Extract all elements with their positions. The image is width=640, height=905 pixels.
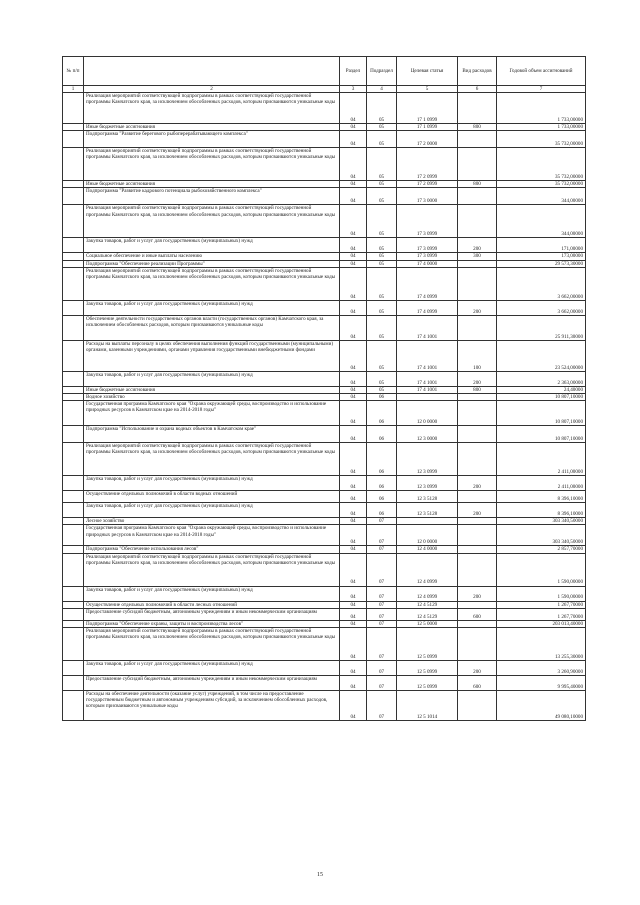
row-section: 04 bbox=[340, 93, 367, 124]
row-expense-type bbox=[458, 205, 497, 238]
table-row bbox=[63, 503, 586, 518]
row-expense-type bbox=[458, 553, 497, 586]
table-row bbox=[63, 553, 586, 586]
row-expense-type: 300 bbox=[458, 253, 497, 260]
row-name: Иные бюджетные ассигнования bbox=[84, 124, 340, 131]
table-row bbox=[63, 661, 586, 676]
row-expense-type bbox=[458, 443, 497, 476]
row-section: 04 bbox=[340, 691, 367, 721]
row-expense-type bbox=[458, 525, 497, 546]
row-name: Реализация мероприятий соответствующей подпрограммы в рамках соответствующей государственной программы Камчатского края, за исключением обособленных расходов, которым присваиваются уникальные коды bbox=[84, 628, 340, 661]
row-section: 04 bbox=[340, 503, 367, 518]
row-target-article: 12 4 0999 bbox=[397, 553, 458, 586]
row-number bbox=[63, 267, 84, 300]
table-row bbox=[63, 491, 586, 503]
table-row bbox=[63, 205, 586, 238]
row-amount: 25 911,30000 bbox=[497, 315, 586, 340]
row-expense-type bbox=[458, 601, 497, 608]
header-subsection: Подраздел bbox=[367, 57, 397, 86]
row-number bbox=[63, 503, 84, 518]
row-amount: 8 396,10000 bbox=[497, 491, 586, 503]
row-target-article: 17 1 0999 bbox=[397, 124, 458, 131]
row-expense-type: 200 bbox=[458, 503, 497, 518]
table-row bbox=[63, 260, 586, 267]
row-expense-type bbox=[458, 315, 497, 340]
row-expense-type bbox=[458, 491, 497, 503]
row-name: Реализация мероприятий соответствующей подпрограммы в рамках соответствующей государственной программы Камчатского края, за исключением обособленных расходов, которым присваиваются уникальные коды bbox=[84, 205, 340, 238]
row-subsection: 05 bbox=[367, 181, 397, 188]
row-number bbox=[63, 340, 84, 371]
row-amount: 10 807,10000 bbox=[497, 401, 586, 426]
row-target-article: 17 4 0999 bbox=[397, 267, 458, 300]
row-subsection: 05 bbox=[367, 124, 397, 131]
row-amount: 203 013,40000 bbox=[497, 620, 586, 627]
page-number: 15 bbox=[317, 872, 323, 878]
row-number bbox=[63, 518, 84, 525]
row-number bbox=[63, 661, 84, 676]
row-subsection: 06 bbox=[367, 401, 397, 426]
row-section: 04 bbox=[340, 315, 367, 340]
row-section: 04 bbox=[340, 371, 367, 386]
row-target-article: 17 4 1001 bbox=[397, 340, 458, 371]
row-amount: 1 267,70000 bbox=[497, 601, 586, 608]
table-row bbox=[63, 628, 586, 661]
row-name: Закупка товаров, работ и услуг для государственных (муниципальных) нужд bbox=[84, 238, 340, 253]
row-expense-type: 600 bbox=[458, 676, 497, 691]
row-target-article: 12 4 5129 bbox=[397, 608, 458, 620]
row-name: Реализация мероприятий соответствующей подпрограммы в рамках соответствующей государственной программы Камчатского края, за исключением обособленных расходов, которым присваиваются уникальные коды bbox=[84, 443, 340, 476]
row-amount: 303 340,50000 bbox=[497, 518, 586, 525]
column-number-row bbox=[63, 86, 586, 93]
row-section: 04 bbox=[340, 253, 367, 260]
row-subsection: 05 bbox=[367, 188, 397, 205]
row-amount: 24,40000 bbox=[497, 386, 586, 393]
row-number bbox=[63, 601, 84, 608]
row-name: Предоставление субсидий бюджетным, автономным учреждениям и иным некоммерческим организациям bbox=[84, 608, 340, 620]
row-subsection: 07 bbox=[367, 518, 397, 525]
row-expense-type: 200 bbox=[458, 476, 497, 491]
table-row bbox=[63, 238, 586, 253]
row-amount: 344,00000 bbox=[497, 205, 586, 238]
row-target-article: 12 3 5128 bbox=[397, 491, 458, 503]
row-name: Иные бюджетные ассигнования bbox=[84, 386, 340, 393]
row-amount: 2 857,70000 bbox=[497, 546, 586, 553]
row-name: Осуществление отдельных полномочий в области лесных отношений bbox=[84, 601, 340, 608]
row-section: 04 bbox=[340, 628, 367, 661]
row-subsection: 05 bbox=[367, 253, 397, 260]
column-number: 4 bbox=[367, 86, 397, 93]
row-subsection: 05 bbox=[367, 340, 397, 371]
row-section: 04 bbox=[340, 205, 367, 238]
row-number bbox=[63, 394, 84, 401]
row-name: Закупка товаров, работ и услуг для государственных (муниципальных) нужд bbox=[84, 661, 340, 676]
row-subsection: 06 bbox=[367, 443, 397, 476]
row-amount: 173,00000 bbox=[497, 253, 586, 260]
row-target-article: 17 4 0000 bbox=[397, 260, 458, 267]
table-row bbox=[63, 371, 586, 386]
row-expense-type bbox=[458, 148, 497, 181]
row-section: 04 bbox=[340, 443, 367, 476]
row-amount: 1 590,00000 bbox=[497, 553, 586, 586]
row-amount: 2 411,00000 bbox=[497, 476, 586, 491]
row-expense-type: 200 bbox=[458, 300, 497, 315]
row-number bbox=[63, 300, 84, 315]
row-section: 04 bbox=[340, 546, 367, 553]
table-row bbox=[63, 620, 586, 627]
row-section: 04 bbox=[340, 131, 367, 148]
row-number bbox=[63, 253, 84, 260]
row-amount: 10 807,10000 bbox=[497, 394, 586, 401]
row-target-article: 12 0 0000 bbox=[397, 401, 458, 426]
table-row bbox=[63, 476, 586, 491]
row-number bbox=[63, 401, 84, 426]
row-section: 04 bbox=[340, 661, 367, 676]
row-name: Социальное обеспечение и иные выплаты населению bbox=[84, 253, 340, 260]
row-subsection: 07 bbox=[367, 620, 397, 627]
row-section: 04 bbox=[340, 238, 367, 253]
table-row bbox=[63, 443, 586, 476]
row-name: Подпрограмма "Обеспечение использования лесов" bbox=[84, 546, 340, 553]
row-subsection: 06 bbox=[367, 476, 397, 491]
header-section: Раздел bbox=[340, 57, 367, 86]
column-number: 7 bbox=[497, 86, 586, 93]
row-name: Иные бюджетные ассигнования bbox=[84, 181, 340, 188]
row-expense-type bbox=[458, 691, 497, 721]
row-subsection: 07 bbox=[367, 628, 397, 661]
row-target-article: 12 5 0999 bbox=[397, 628, 458, 661]
row-section: 04 bbox=[340, 491, 367, 503]
row-amount: 29 573,30000 bbox=[497, 260, 586, 267]
row-target-article: 12 4 0999 bbox=[397, 586, 458, 601]
row-number bbox=[63, 608, 84, 620]
row-target-article: 12 0 0000 bbox=[397, 525, 458, 546]
row-expense-type bbox=[458, 93, 497, 124]
table-row bbox=[63, 518, 586, 525]
row-subsection: 05 bbox=[367, 267, 397, 300]
row-amount: 10 807,10000 bbox=[497, 426, 586, 443]
row-amount: 1 733,00000 bbox=[497, 124, 586, 131]
row-amount: 2 411,00000 bbox=[497, 443, 586, 476]
row-expense-type bbox=[458, 267, 497, 300]
row-subsection: 07 bbox=[367, 608, 397, 620]
row-section: 04 bbox=[340, 601, 367, 608]
row-target-article: 17 3 0999 bbox=[397, 253, 458, 260]
row-number bbox=[63, 181, 84, 188]
row-name: Расходы на выплаты персоналу в целях обеспечения выполнения функций государственными (муниципальными) органами, казенными учреждениями, органами управления государственными внебюджетными фондами bbox=[84, 340, 340, 371]
table-row bbox=[63, 340, 586, 371]
row-amount: 3 662,00000 bbox=[497, 267, 586, 300]
row-name: Реализация мероприятий соответствующей подпрограммы в рамках соответствующей государственной программы Камчатского края, за исключением обособленных расходов, которым присваиваются уникальные коды bbox=[84, 267, 340, 300]
row-section: 04 bbox=[340, 300, 367, 315]
row-amount: 23 524,00000 bbox=[497, 340, 586, 371]
row-section: 04 bbox=[340, 340, 367, 371]
row-name: Реализация мероприятий соответствующей подпрограммы в рамках соответствующей государственной программы Камчатского края, за исключением обособленных расходов, которым присваиваются уникальные коды bbox=[84, 148, 340, 181]
row-amount: 2 363,00000 bbox=[497, 371, 586, 386]
row-section: 04 bbox=[340, 476, 367, 491]
row-subsection: 07 bbox=[367, 525, 397, 546]
row-amount: 303 340,50000 bbox=[497, 525, 586, 546]
row-name: Водное хозяйство bbox=[84, 394, 340, 401]
table-row bbox=[63, 300, 586, 315]
column-number: 1 bbox=[63, 86, 84, 93]
row-subsection: 05 bbox=[367, 300, 397, 315]
table-row bbox=[63, 608, 586, 620]
row-section: 04 bbox=[340, 553, 367, 586]
row-expense-type bbox=[458, 394, 497, 401]
row-number bbox=[63, 260, 84, 267]
row-amount: 8 396,10000 bbox=[497, 503, 586, 518]
row-expense-type bbox=[458, 401, 497, 426]
row-section: 04 bbox=[340, 676, 367, 691]
row-subsection: 07 bbox=[367, 586, 397, 601]
row-expense-type bbox=[458, 260, 497, 267]
table-row bbox=[63, 601, 586, 608]
row-number bbox=[63, 553, 84, 586]
row-number bbox=[63, 315, 84, 340]
table-row bbox=[63, 253, 586, 260]
row-number bbox=[63, 443, 84, 476]
row-expense-type bbox=[458, 628, 497, 661]
row-target-article: 17 1 0999 bbox=[397, 93, 458, 124]
row-expense-type bbox=[458, 131, 497, 148]
row-expense-type bbox=[458, 426, 497, 443]
row-name: Расходы на обеспечение деятельности (оказание услуг) учреждений, в том числе на предоставление государственным бюджетным и автономным учреждениям субсидий, за исключением обособленных расходов, которым присваиваются уникальные коды bbox=[84, 691, 340, 721]
table-row bbox=[63, 525, 586, 546]
table-row bbox=[63, 426, 586, 443]
table-row bbox=[63, 315, 586, 340]
row-amount: 13 255,30000 bbox=[497, 628, 586, 661]
table-row bbox=[63, 124, 586, 131]
column-number: 6 bbox=[458, 86, 497, 93]
row-section: 04 bbox=[340, 518, 367, 525]
row-subsection: 07 bbox=[367, 601, 397, 608]
row-name: Государственная программа Камчатского края "Охрана окружающей среды, воспроизводство и использование природных ресурсов в Камчатском крае на 2014-2018 годы" bbox=[84, 401, 340, 426]
row-amount: 49 080,10000 bbox=[497, 691, 586, 721]
table-row bbox=[63, 691, 586, 721]
row-section: 04 bbox=[340, 267, 367, 300]
row-number bbox=[63, 628, 84, 661]
row-section: 04 bbox=[340, 124, 367, 131]
row-name: Лесное хозяйство bbox=[84, 518, 340, 525]
column-number: 5 bbox=[397, 86, 458, 93]
row-subsection: 05 bbox=[367, 93, 397, 124]
row-subsection: 07 bbox=[367, 661, 397, 676]
row-name: Подпрограмма "Развитие кадрового потенциала рыбохозяйственного комплекса" bbox=[84, 188, 340, 205]
row-amount: 1 267,70000 bbox=[497, 608, 586, 620]
row-name: Закупка товаров, работ и услуг для государственных (муниципальных) нужд bbox=[84, 476, 340, 491]
row-subsection: 07 bbox=[367, 676, 397, 691]
row-amount: 35 732,00000 bbox=[497, 181, 586, 188]
row-number bbox=[63, 93, 84, 124]
row-target-article: 12 5 0999 bbox=[397, 661, 458, 676]
row-subsection: 06 bbox=[367, 394, 397, 401]
table-row bbox=[63, 676, 586, 691]
row-subsection: 05 bbox=[367, 205, 397, 238]
table-row bbox=[63, 131, 586, 148]
row-number bbox=[63, 691, 84, 721]
row-section: 04 bbox=[340, 394, 367, 401]
row-target-article: 12 5 0000 bbox=[397, 620, 458, 627]
row-name: Реализация мероприятий соответствующей подпрограммы в рамках соответствующей государственной программы Камчатского края, за исключением обособленных расходов, которым присваиваются уникальные коды bbox=[84, 93, 340, 124]
row-name: Осуществление отдельных полномочий в области водных отношений bbox=[84, 491, 340, 503]
row-target-article: 17 2 0000 bbox=[397, 131, 458, 148]
row-number bbox=[63, 476, 84, 491]
row-subsection: 07 bbox=[367, 553, 397, 586]
row-subsection: 05 bbox=[367, 260, 397, 267]
row-subsection: 07 bbox=[367, 691, 397, 721]
table-row bbox=[63, 394, 586, 401]
row-number bbox=[63, 188, 84, 205]
row-name: Закупка товаров, работ и услуг для государственных (муниципальных) нужд bbox=[84, 503, 340, 518]
row-expense-type: 200 bbox=[458, 661, 497, 676]
row-target-article: 17 4 1001 bbox=[397, 315, 458, 340]
row-target-article: 12 3 0999 bbox=[397, 443, 458, 476]
row-target-article: 17 4 1001 bbox=[397, 386, 458, 393]
table-row bbox=[63, 401, 586, 426]
row-name: Закупка товаров, работ и услуг для государственных (муниципальных) нужд bbox=[84, 586, 340, 601]
row-number bbox=[63, 426, 84, 443]
row-number bbox=[63, 546, 84, 553]
row-amount: 344,00000 bbox=[497, 188, 586, 205]
row-target-article: 17 2 0999 bbox=[397, 181, 458, 188]
row-number bbox=[63, 586, 84, 601]
row-target-article: 12 3 0000 bbox=[397, 426, 458, 443]
row-expense-type: 200 bbox=[458, 238, 497, 253]
row-number bbox=[63, 620, 84, 627]
row-target-article: 17 4 1001 bbox=[397, 371, 458, 386]
row-name: Закупка товаров, работ и услуг для государственных (муниципальных) нужд bbox=[84, 300, 340, 315]
row-amount: 1 733,00000 bbox=[497, 93, 586, 124]
row-number bbox=[63, 386, 84, 393]
row-amount: 3 662,00000 bbox=[497, 300, 586, 315]
row-target-article: 17 3 0999 bbox=[397, 238, 458, 253]
row-section: 04 bbox=[340, 586, 367, 601]
row-target-article: 12 4 5129 bbox=[397, 601, 458, 608]
table-row bbox=[63, 546, 586, 553]
row-amount: 171,00000 bbox=[497, 238, 586, 253]
row-target-article: 12 4 0000 bbox=[397, 546, 458, 553]
row-target-article bbox=[397, 394, 458, 401]
row-subsection: 05 bbox=[367, 315, 397, 340]
row-target-article: 17 3 0000 bbox=[397, 188, 458, 205]
row-target-article: 17 2 0999 bbox=[397, 148, 458, 181]
row-amount: 1 590,00000 bbox=[497, 586, 586, 601]
row-section: 04 bbox=[340, 426, 367, 443]
table-row bbox=[63, 148, 586, 181]
row-expense-type bbox=[458, 518, 497, 525]
row-name: Подпрограмма "Обеспечение реализации Программы" bbox=[84, 260, 340, 267]
row-number bbox=[63, 676, 84, 691]
table-row bbox=[63, 267, 586, 300]
row-expense-type: 200 bbox=[458, 371, 497, 386]
row-number bbox=[63, 205, 84, 238]
table-row bbox=[63, 386, 586, 393]
row-subsection: 05 bbox=[367, 148, 397, 181]
row-section: 04 bbox=[340, 386, 367, 393]
row-subsection: 06 bbox=[367, 503, 397, 518]
row-expense-type: 800 bbox=[458, 181, 497, 188]
header-number: № п/п bbox=[63, 57, 84, 86]
row-name: Подпрограмма "Обеспечение охраны, защиты и воспроизводства лесов" bbox=[84, 620, 340, 627]
row-section: 04 bbox=[340, 401, 367, 426]
row-target-article: 12 5 1014 bbox=[397, 691, 458, 721]
row-name: Подпрограмма "Использование и охрана водных объектов в Камчатском крае" bbox=[84, 426, 340, 443]
row-section: 04 bbox=[340, 608, 367, 620]
row-number bbox=[63, 148, 84, 181]
row-number bbox=[63, 491, 84, 503]
row-subsection: 05 bbox=[367, 238, 397, 253]
row-name: Предоставление субсидий бюджетным, автономным учреждениям и иным некоммерческим организациям bbox=[84, 676, 340, 691]
row-section: 04 bbox=[340, 525, 367, 546]
row-section: 04 bbox=[340, 260, 367, 267]
row-name: Обеспечение деятельности государственных органов власти (государственных органов) Камчатского края, за исключением обособленных расходов, которым присваиваются уникальные коды bbox=[84, 315, 340, 340]
table-row bbox=[63, 586, 586, 601]
row-name: Закупка товаров, работ и услуг для государственных (муниципальных) нужд bbox=[84, 371, 340, 386]
row-expense-type: 800 bbox=[458, 124, 497, 131]
row-amount: 3 260,90000 bbox=[497, 661, 586, 676]
row-section: 04 bbox=[340, 181, 367, 188]
row-section: 04 bbox=[340, 620, 367, 627]
row-expense-type: 200 bbox=[458, 586, 497, 601]
row-expense-type: 600 bbox=[458, 608, 497, 620]
row-name: Государственная программа Камчатского края "Охрана окружающей среды, воспроизводство и использование природных ресурсов в Камчатском крае на 2014-2018 годы" bbox=[84, 525, 340, 546]
budget-table bbox=[62, 56, 586, 721]
row-expense-type bbox=[458, 188, 497, 205]
row-target-article: 17 3 0999 bbox=[397, 205, 458, 238]
column-number: 3 bbox=[340, 86, 367, 93]
header-target-article: Целевая статья bbox=[397, 57, 458, 86]
row-expense-type bbox=[458, 546, 497, 553]
row-subsection: 05 bbox=[367, 371, 397, 386]
row-subsection: 05 bbox=[367, 131, 397, 148]
row-amount: 9 995,40000 bbox=[497, 676, 586, 691]
row-number bbox=[63, 371, 84, 386]
row-subsection: 07 bbox=[367, 546, 397, 553]
row-name: Реализация мероприятий соответствующей подпрограммы в рамках соответствующей государственной программы Камчатского края, за исключением обособленных расходов, которым присваиваются уникальные коды bbox=[84, 553, 340, 586]
header-name bbox=[84, 57, 340, 86]
row-number bbox=[63, 238, 84, 253]
row-amount: 35 732,00000 bbox=[497, 131, 586, 148]
table-header-row bbox=[63, 57, 586, 86]
row-target-article: 12 5 0999 bbox=[397, 676, 458, 691]
row-subsection: 06 bbox=[367, 426, 397, 443]
table-row bbox=[63, 188, 586, 205]
row-amount: 35 732,00000 bbox=[497, 148, 586, 181]
row-number bbox=[63, 131, 84, 148]
header-expense-type: Вид расходов bbox=[458, 57, 497, 86]
row-name: Подпрограмма "Развитие берегового рыбоперерабатывающего комплекса" bbox=[84, 131, 340, 148]
row-section: 04 bbox=[340, 148, 367, 181]
row-number bbox=[63, 525, 84, 546]
row-expense-type bbox=[458, 620, 497, 627]
row-target-article bbox=[397, 518, 458, 525]
header-annual-amount: Годовой объем ассигнований bbox=[497, 57, 586, 86]
row-expense-type: 800 bbox=[458, 386, 497, 393]
row-section: 04 bbox=[340, 188, 367, 205]
column-number: 2 bbox=[84, 86, 340, 93]
row-target-article: 12 3 5128 bbox=[397, 503, 458, 518]
row-target-article: 12 3 0999 bbox=[397, 476, 458, 491]
table-row bbox=[63, 181, 586, 188]
row-subsection: 06 bbox=[367, 491, 397, 503]
row-subsection: 05 bbox=[367, 386, 397, 393]
table-row bbox=[63, 93, 586, 124]
row-number bbox=[63, 124, 84, 131]
row-expense-type: 100 bbox=[458, 340, 497, 371]
row-target-article: 17 4 0999 bbox=[397, 300, 458, 315]
